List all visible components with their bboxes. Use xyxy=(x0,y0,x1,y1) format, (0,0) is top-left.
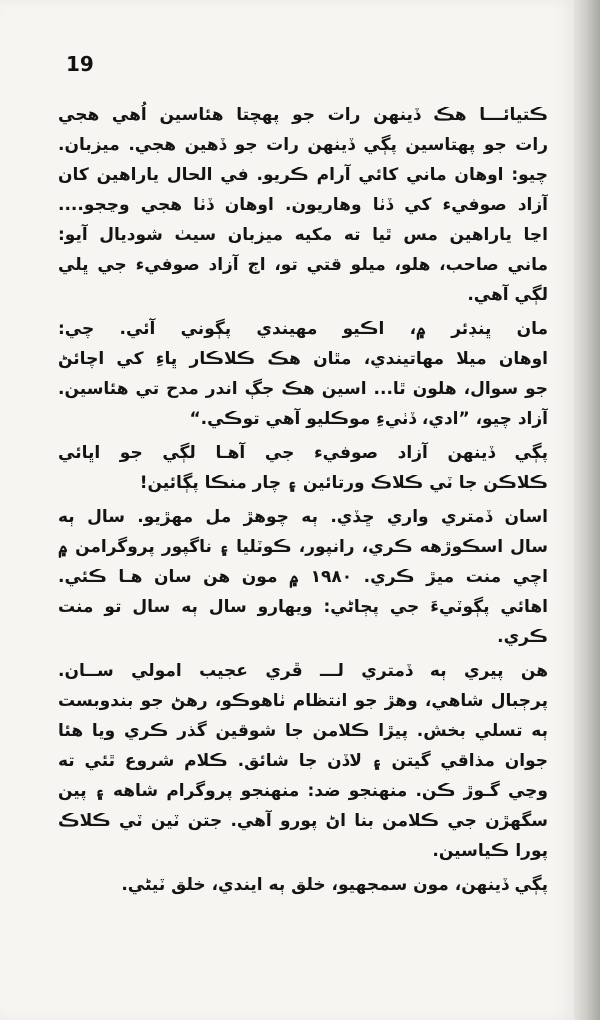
text-line: هن پيري ٻه ڏمتري لـــ ڦري عجيب امولي ســان. xyxy=(58,661,548,681)
text-line: سگهڙن جي ڪلامن بنا اڻ پورو آهي. جتن ٽين ٽي ڪلاڪ xyxy=(58,811,548,831)
paragraph xyxy=(58,656,548,866)
text-line: جو سوال، هلون ٿا... اسين هڪ جڳ اندر مدح تي هئاسين. xyxy=(58,379,548,399)
page-number: 19 xyxy=(66,52,94,76)
text-line: جوان مذاقي گيتن ۽ لاڏن جا شائق. ڪلام شروع ٿئي ته xyxy=(58,751,548,771)
text-line: ڪتيائـــا هڪ ڏينهن رات جو پهچتا هئاسين اُهي هجي xyxy=(58,105,548,125)
page-body-text xyxy=(58,100,548,900)
text-line: اڃا ياراهين مس ٿيا ته مکيه ميزبان سيٺ شوديال آيو: xyxy=(58,225,548,245)
text-line: پرڄبال شاهي، وهڙ جو انتظام ٺاهوڪو، رهڻ جو بندوبست xyxy=(58,691,548,711)
text-line: مان ڀنڊئر ۾، اڪيو مهيندي پڳوني آئي. چي: xyxy=(58,319,548,339)
text-line: رات جو پهتاسين پڳي ڏينهن رات جو ڏهين هجي. ميزبان. xyxy=(58,135,548,155)
text-line: لڳي آهي. xyxy=(467,285,548,305)
text-line: اسان ڏمتري واري ڇڏي. ٻه چوهڙ مل مهڙيو. سال ٻه xyxy=(58,507,548,527)
text-line: اوهان ميلا مهاتيندي، مٿان هڪ ڪلاڪار ڀاءِ کي اچائڻ xyxy=(58,349,548,369)
paragraph xyxy=(58,502,548,652)
text-line: ڪري. xyxy=(497,627,548,647)
text-line: پڳي ڏينهن، مون سمجهيو، خلق ٻه ايندي، خلق ٽيڻي. xyxy=(121,875,548,895)
text-line: اهائي پڳوٽيءَ جي پڄاڻي: ويهارو سال ٻه سال تو منت xyxy=(58,597,548,617)
text-line: پڳي ڏينهن آزاد صوفيء جي آهـا لڳي جو اڀائي xyxy=(58,443,548,463)
text-line: ڪلاڪن جا ٽي ڪلاڪ ورتائين ۽ چار منڪا پڳائين! xyxy=(139,473,548,493)
text-line: اچي منت ميڙ ڪري. ۱۹۸۰ ۾ مون هن سان هـا ڪئي. xyxy=(58,567,548,587)
text-line: چيو: اوهان ماني کائي آرام ڪريو. في الحال ياراهين کان xyxy=(58,165,548,185)
text-line: ٻه تسلي بخش. پيڙا ڪلامن جا شوقين گذر ڪري ويا هئا xyxy=(58,721,548,741)
text-line: آزاد صوفيء کي ڏٺا وهاريون. اوهان ڏٺا هجي وڃجو.... xyxy=(58,195,548,215)
paragraph xyxy=(58,100,548,310)
book-gutter xyxy=(574,0,600,1020)
paragraph xyxy=(58,438,548,498)
paragraph xyxy=(58,870,548,900)
text-line: سال اسڪوڙهه ڪري، رانپور، ڪوٽليا ۽ ناگپور پروگرامن ۾ xyxy=(58,537,548,557)
text-line: آزاد چيو، ”ادي، ڏٺيءِ موڪليو آهي توڪي.“ xyxy=(189,409,548,429)
text-line: ماني صاحب، هلو، ميلو قتي تو، اڄ آزاد صوفيء جي ڀلي xyxy=(58,255,548,275)
text-line: پورا ڪياسين. xyxy=(432,841,548,861)
text-line: وڃي گـوڙ ڪن. منهنجو ضد: منهنجو پروگرام شاهه ۽ پين xyxy=(58,781,548,801)
paragraph xyxy=(58,314,548,434)
